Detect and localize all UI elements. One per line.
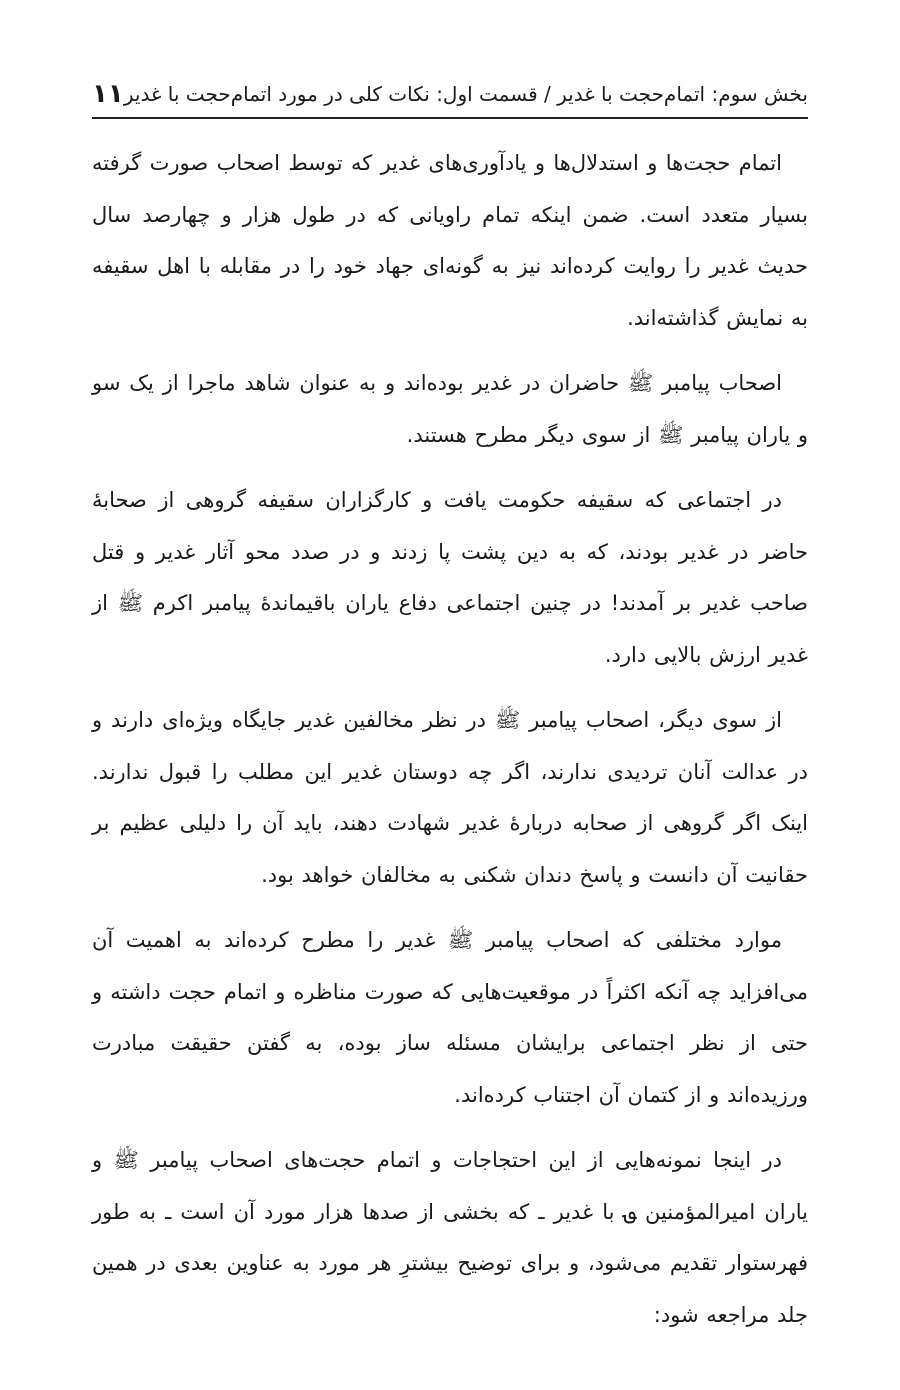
- paragraph: اصحاب پیامبر ﷺ حاضران در غدیر بوده‌اند و به عنوان شاهد ماجرا از یک سو و یاران پیامبر ﷺ از سوی دیگر مطرح هستند.: [92, 371, 808, 447]
- book-page: [92, 0, 808, 1390]
- paragraph: در اینجا نمونه‌هایی از این احتجاجات و اتمام حجت‌های اصحاب پیامبر ﷺ و یاران امیرالمؤمنین ؈ با غدیر ـ که بخشی از صدها هزار مورد آن است ـ به طور فهرستوار تقدیم می‌شود، و برای توضیح بیشترِ هر مورد به عناوین بعدی در همین جلد مراجعه شود:: [92, 1148, 808, 1327]
- running-head-title: بخش سوم: اتمام‌حجت با غدیر / قسمت اول: نکات کلی در مورد اتمام‌حجت با غدیر: [123, 82, 808, 106]
- running-head: [92, 74, 808, 114]
- paragraph: از سوی دیگر، اصحاب پیامبر ﷺ در نظر مخالفین غدیر جایگاه ویژه‌ای دارند و در عدالت آنان تردیدی ندارند، اگر چه دوستان غدیر این مطلب را قبول ندارند. اینک اگر گروهی از صحابه دربارهٔ غدیر شهادت دهند، باید آن را دلیلی عظیم بر حقانیت آن دانست و پاسخ دندان شکنی به مخالفان خواهد بود.: [92, 708, 808, 887]
- paragraph: در اجتماعی که سقیفه حکومت یافت و کارگزاران سقیفه گروهی از صحابهٔ حاضر در غدیر بودند، که به دین پشت پا زدند و در صدد محو آثار غدیر و قتل صاحب غدیر بر آمدند! در چنین اجتماعی دفاع یاران باقیماندهٔ پیامبر اکرم ﷺ از غدیر ارزش بالایی دارد.: [92, 488, 808, 667]
- body-text: [92, 138, 808, 1355]
- page-number: ۱۱: [92, 79, 124, 109]
- header-rule: [92, 117, 808, 119]
- paragraph: موارد مختلفی که اصحاب پیامبر ﷺ غدیر را مطرح کرده‌اند به اهمیت آن می‌افزاید چه آنکه اکثراً در موقعیت‌هایی که صورت مناظره و اتمام حجت داشته و حتی از نظر اجتماعی برایشان مسئله ساز بوده، به گفتن حقیقت مبادرت ورزیده‌اند و از کتمان آن اجتناب کرده‌اند.: [92, 928, 808, 1107]
- paragraph: اتمام حجت‌ها و استدلال‌ها و یادآوری‌های غدیر که توسط اصحاب صورت گرفته بسیار متعدد است. ضمن اینکه تمام راویانی که در طول هزار و چهارصد سال حدیث غدیر را روایت کرده‌اند نیز به گونه‌ای جهاد خود را در مقابله با اهل سقیفه به نمایش گذاشته‌اند.: [92, 151, 808, 330]
